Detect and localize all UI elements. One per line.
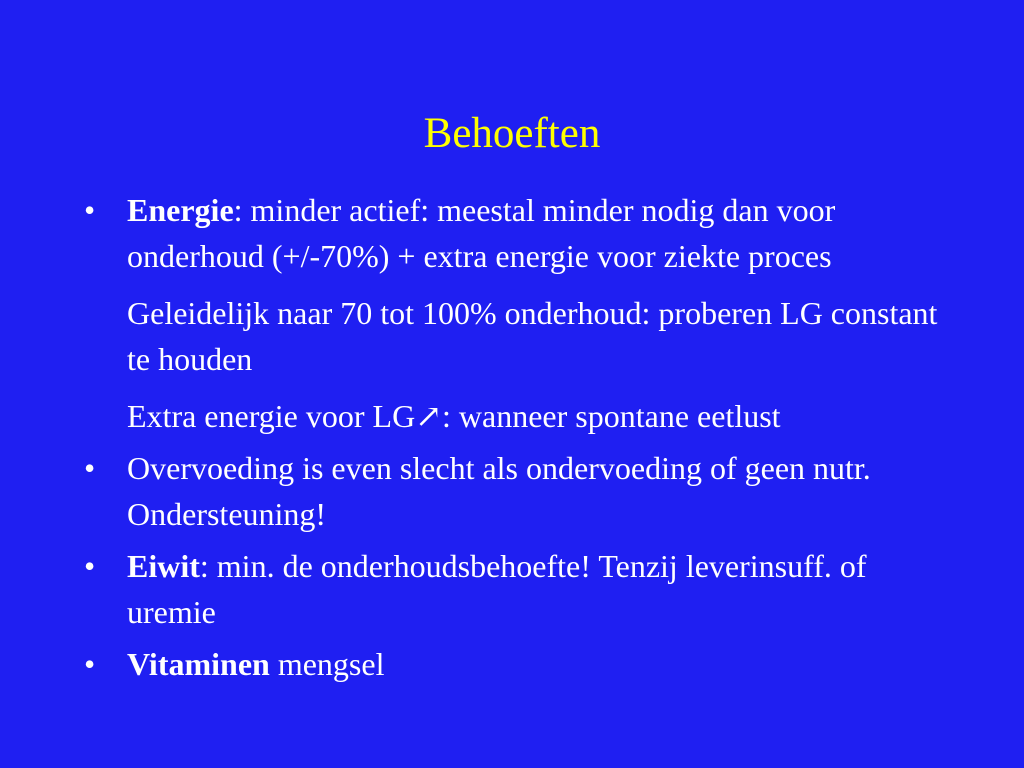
bullet-list: [84, 187, 944, 687]
bullet-text: [127, 445, 944, 537]
bullet-bold-term: Eiwit: [127, 548, 200, 584]
bullet-paragraph: Extra energie voor LG↗: wanneer spontane eetlust: [127, 398, 781, 434]
bullet-item-eiwit: [84, 543, 944, 635]
bullet-icon: •: [84, 192, 96, 228]
bullet-body: : min. de onderhoudsbehoefte! Tenzij leverinsuff. of uremie: [127, 548, 867, 630]
bullet-body: Overvoeding is even slecht als ondervoeding of geen nutr. Ondersteuning!: [127, 450, 871, 532]
bullet-item-vitaminen: [84, 641, 944, 687]
bullet-item-overvoeding: [84, 445, 944, 537]
bullet-bold-term: Energie: [127, 192, 234, 228]
slide-title: Behoeften: [423, 110, 601, 157]
bullet-text: [127, 543, 944, 635]
bullet-item-energie: [84, 187, 944, 439]
bullet-bold-term: Vitaminen: [127, 646, 270, 682]
bullet-icon: •: [84, 646, 96, 682]
bullet-text: [127, 641, 944, 687]
bullet-paragraph: Geleidelijk naar 70 tot 100% onderhoud: proberen LG constant te houden: [127, 295, 938, 377]
bullet-text: [127, 187, 944, 279]
bullet-icon: •: [84, 548, 96, 584]
bullet-body: mengsel: [269, 646, 385, 682]
bullet-body: : minder actief: meestal minder nodig dan voor onderhoud (+/-70%) + extra energie voor ziekte proces: [127, 192, 836, 274]
bullet-icon: •: [84, 450, 96, 486]
